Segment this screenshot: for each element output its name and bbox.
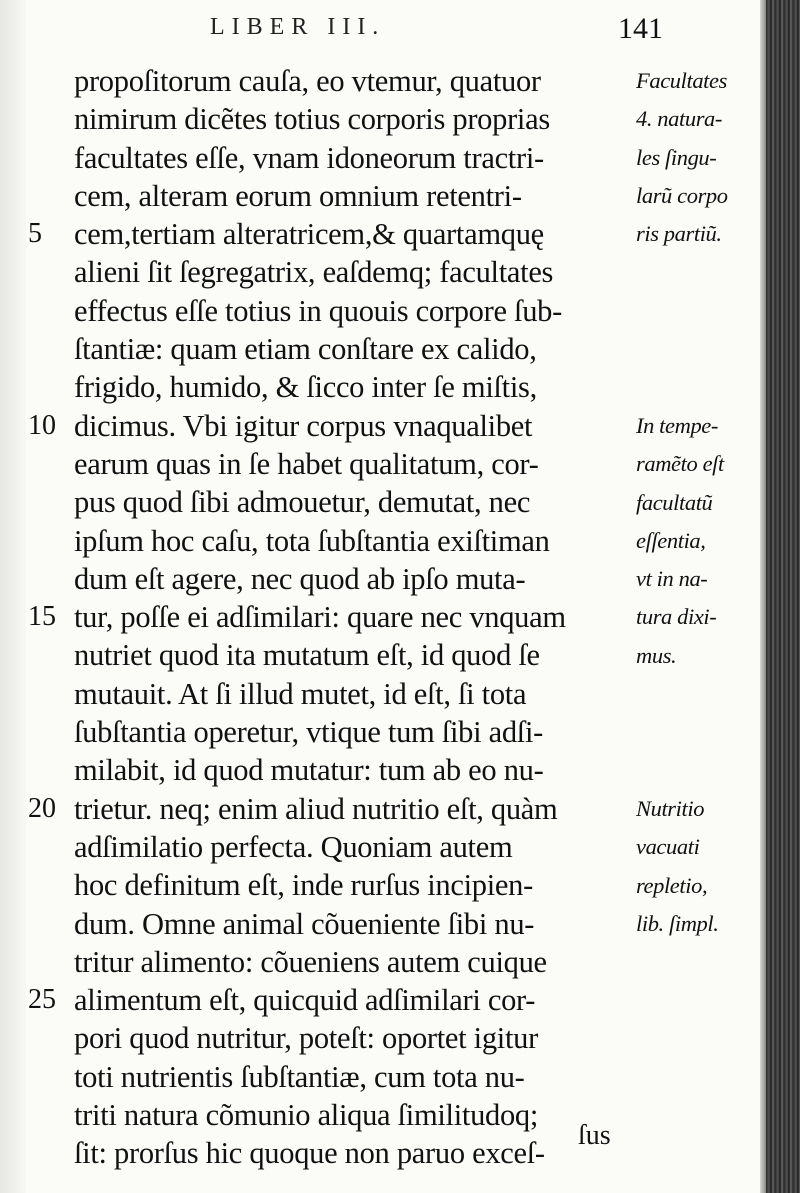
text-line: facultates eſſe, vnam idoneorum tractri- — [74, 140, 544, 175]
margin-note-faculties — [636, 62, 776, 253]
margin-note-nutrition — [636, 790, 776, 943]
text-line: cem, alteram eorum omnium retentri- — [74, 178, 522, 213]
line-number: 10 — [28, 410, 56, 441]
text-line: earum quas in ſe habet qualitatum, cor- — [74, 446, 539, 481]
line-number: 5 — [28, 218, 42, 249]
text-line: hoc definitum eſt, inde rurſus incipien- — [74, 868, 533, 903]
text-line: pus quod ſibi admouetur, demutat, nec — [74, 485, 531, 520]
margin-note-line: mus. — [636, 642, 677, 668]
text-line: nutriet quod ita mutatum eſt, id quod ſe — [74, 638, 540, 673]
running-title: LIBER III. — [210, 14, 386, 40]
text-line: dum. Omne animal cõueniente ſibi nu- — [74, 906, 535, 941]
margin-note-line: tura dixi- — [636, 604, 717, 630]
margin-note-line: ramẽto eſt — [636, 451, 724, 477]
page-number: 141 — [618, 12, 663, 45]
margin-note-temperament — [636, 407, 776, 675]
margin-note-line: facultatũ — [636, 489, 713, 515]
catchword: ſus — [578, 1120, 611, 1151]
text-line: ſit: prorſus hic quoque non paruo exceſ- — [74, 1136, 545, 1171]
text-line: dum eſt agere, nec quod ab ipſo muta- — [74, 561, 526, 596]
margin-note-line: repletio, — [636, 872, 708, 898]
line-number: 25 — [28, 984, 56, 1015]
page-left-edge — [0, 0, 26, 1193]
margin-note-line: 4. natura- — [636, 106, 723, 132]
margin-note-line: les ſingu- — [636, 144, 717, 170]
text-line: effectus eſſe totius in quouis corpore ſub- — [74, 293, 562, 328]
line-number: 15 — [28, 601, 56, 632]
margin-note-line: vt in na- — [636, 566, 708, 592]
margin-note-line: ris partiũ. — [636, 221, 722, 247]
text-line: alieni ſit ſegregatrix, eaſdemq; facultates — [74, 255, 554, 290]
text-line: dicimus. Vbi igitur corpus vnaqualibet — [74, 408, 533, 443]
text-line: triti natura cõmunio aliqua ſimilitudoq; — [74, 1098, 539, 1133]
line-number: 20 — [28, 793, 56, 824]
margin-note-line: larũ corpo — [636, 182, 728, 208]
text-line: ſubſtantia operetur, vtique tum ſibi adſi- — [74, 715, 543, 750]
margin-note-line: vacuati — [636, 834, 700, 860]
text-line: adſimilatio perfecta. Quoniam autem — [74, 829, 513, 864]
text-line: pori quod nutritur, poteſt: oportet igitur — [74, 1021, 538, 1056]
text-line: milabit, id quod mutatur: tum ab eo nu- — [74, 753, 544, 788]
text-line: frigido, humido, & ſicco inter ſe miſtis, — [74, 370, 537, 405]
text-line: mutauit. At ſi illud mutet, id eſt, ſi tota — [74, 676, 527, 711]
margin-note-line: eſſentia, — [636, 527, 706, 553]
text-line: nimirum dicẽtes totius corporis proprias — [74, 102, 550, 137]
text-line: tritur alimento: cõueniens autem cuique — [74, 944, 547, 979]
text-line: tur, poſſe ei adſimilari: quare nec vnquam — [74, 600, 566, 635]
margin-note-line: lib. ſimpl. — [636, 910, 719, 936]
text-line: toti nutrientis ſubſtantiæ, cum tota nu- — [74, 1059, 525, 1094]
text-line: ſtantiæ: quam etiam conſtare ex calido, — [74, 332, 537, 367]
text-line: alimentum eſt, quicquid adſimilari cor- — [74, 983, 536, 1018]
text-line: ipſum hoc caſu, tota ſubſtantia exiſtiman — [74, 523, 550, 558]
text-line: cem,tertiam alteratricem,& quartamquę — [74, 217, 544, 252]
margin-note-line: Facultates — [636, 68, 727, 93]
text-line: trietur. neq; enim aliud nutritio eſt, quàm — [74, 791, 558, 826]
text-line: propoſitorum cauſa, eo vtemur, quatuor — [74, 64, 541, 98]
margin-note-line: In tempe- — [636, 413, 718, 438]
main-text-block — [74, 62, 634, 1173]
margin-note-line: Nutritio — [636, 796, 705, 821]
